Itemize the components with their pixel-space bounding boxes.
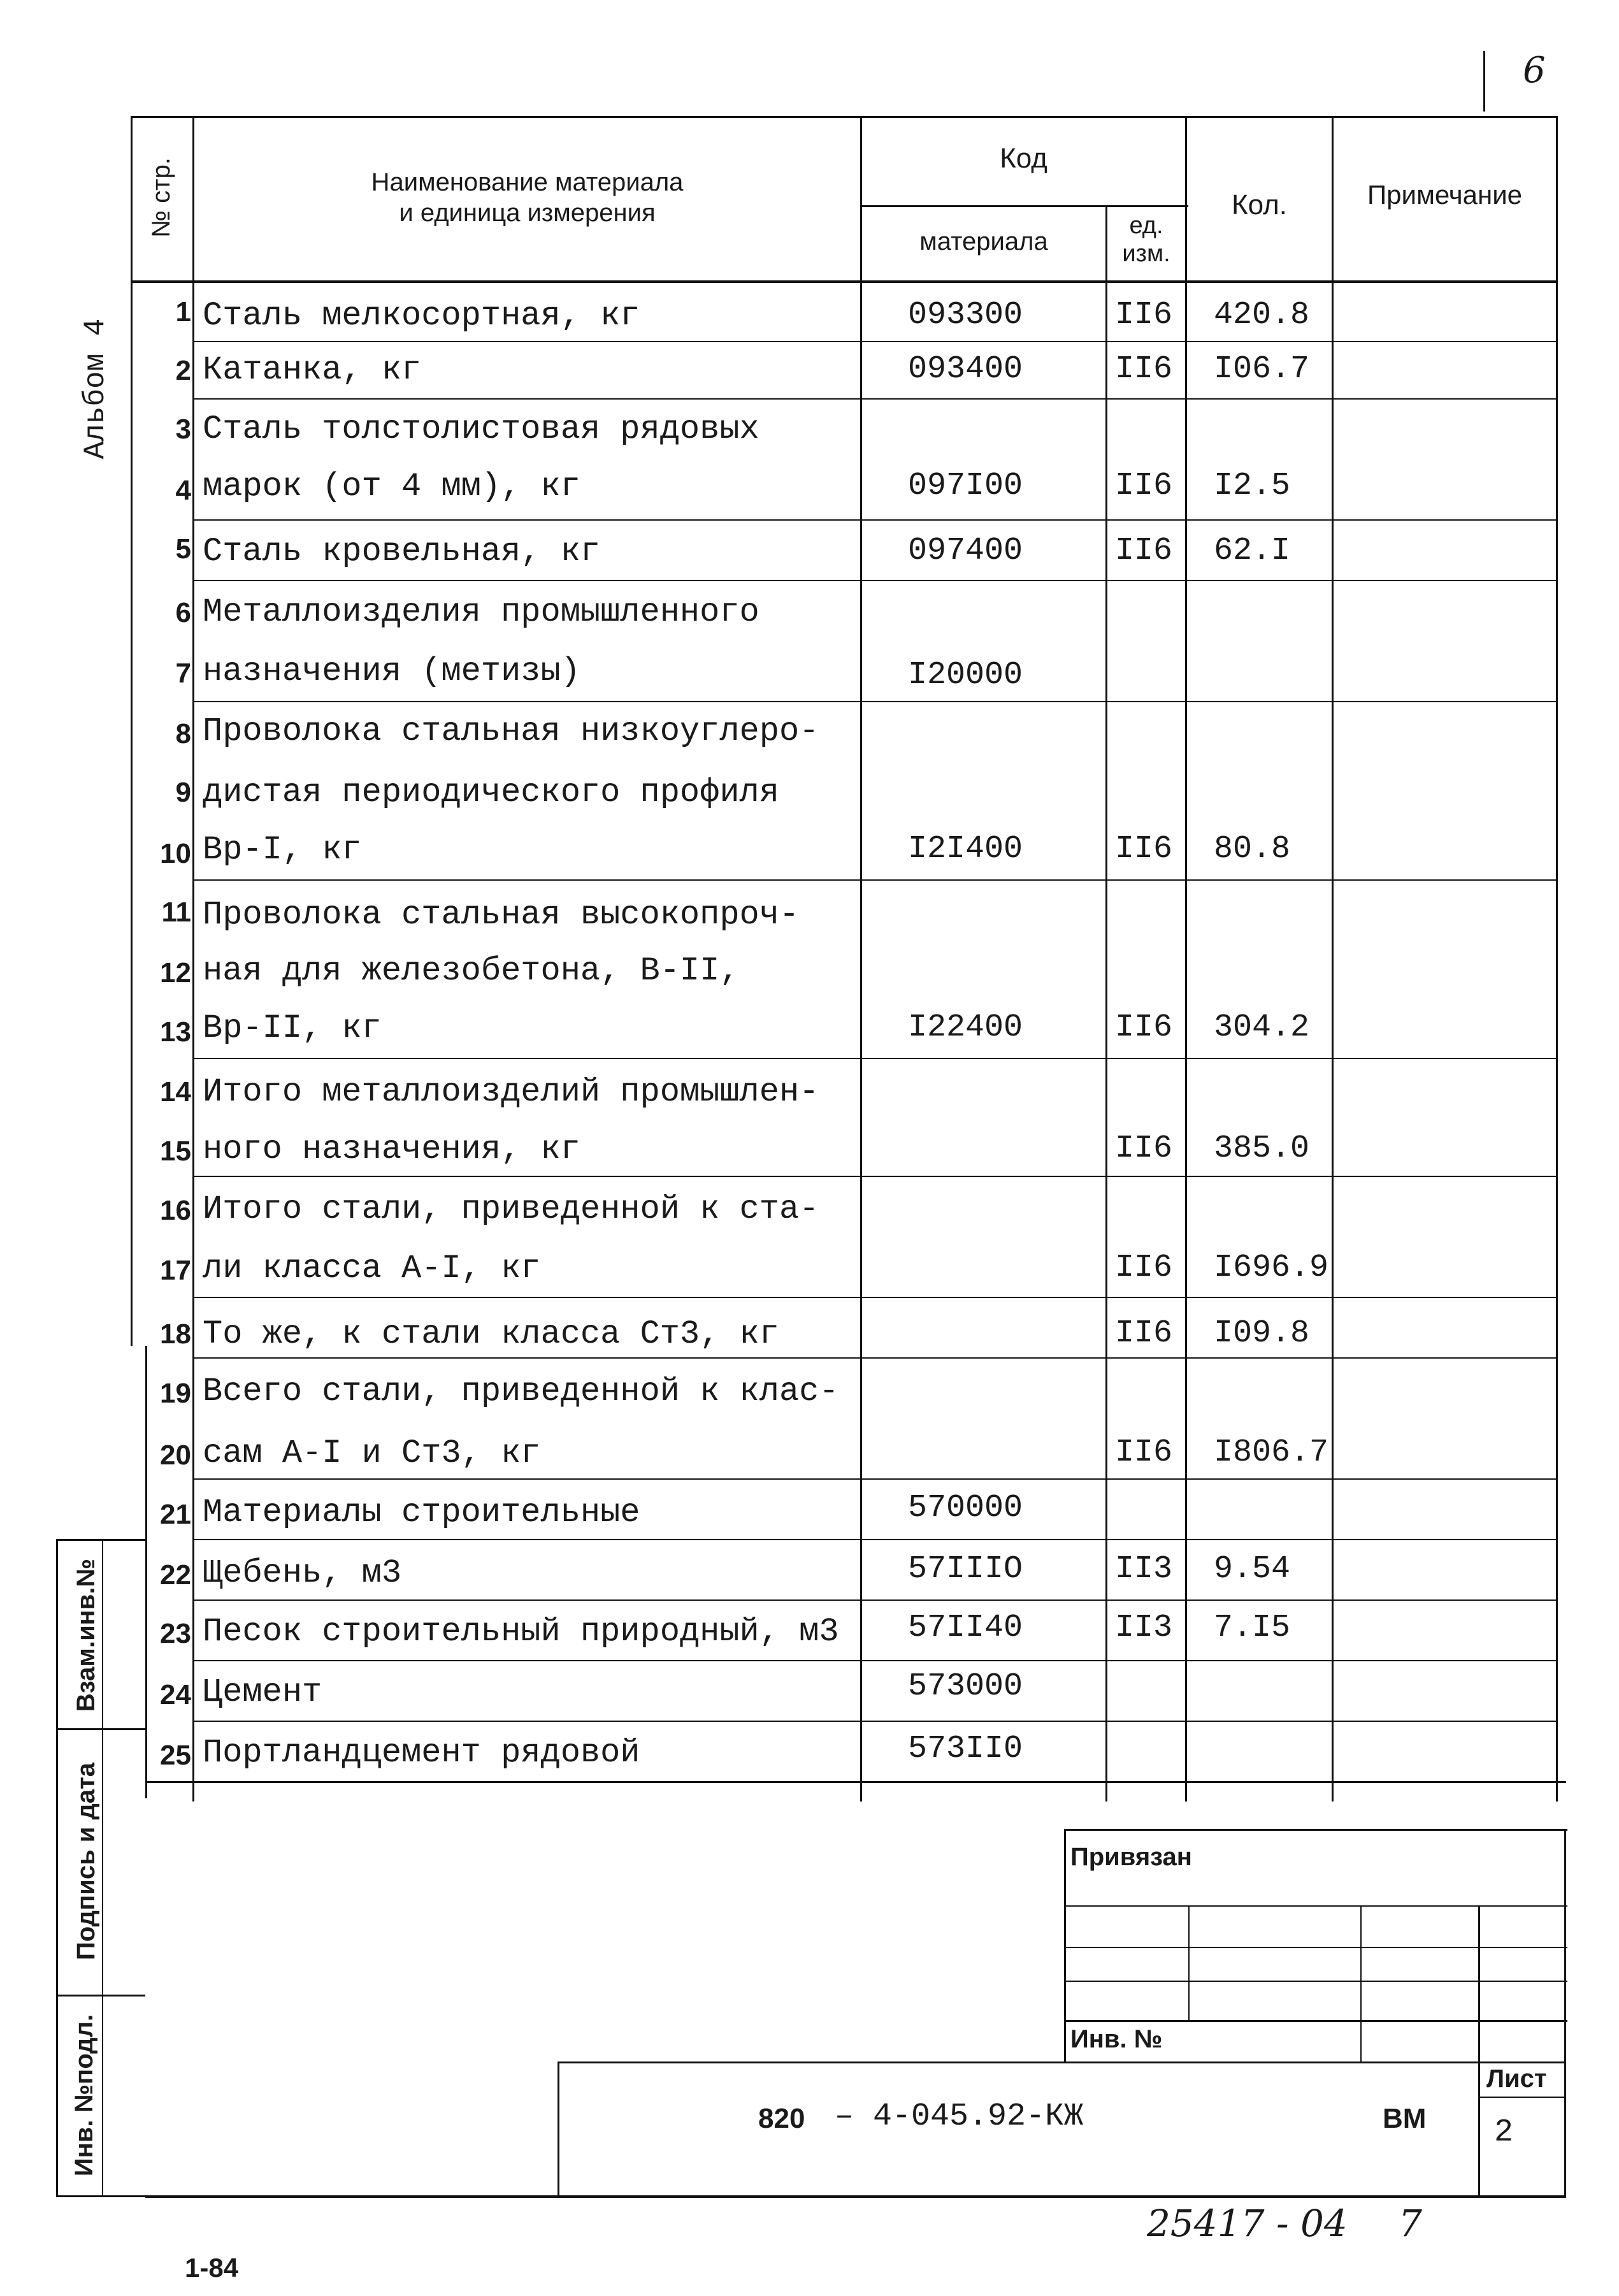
row-number: 3 [175,414,191,445]
quantity: 420.8 [1214,297,1310,333]
quantity: 7.I5 [1214,1610,1291,1646]
inv-no-label: Инв. № [1070,2025,1163,2053]
material-code: 57IIIO [908,1551,1023,1587]
archive-sheet: 7 [1399,2202,1422,2245]
form-code: 1-84 [185,2253,239,2283]
material-name: Щебень, м3 [203,1554,402,1592]
quantity: 9.54 [1214,1551,1291,1587]
doc-code: – 4-045.92-КЖ [835,2098,1084,2135]
page-mark: 6 [1523,50,1546,91]
row-number: 2 [175,355,191,386]
unit-code: II6 [1115,533,1173,569]
material-code: 093300 [908,297,1023,333]
material-code: 097400 [908,533,1023,569]
sheet-number: 2 [1494,2114,1514,2151]
unit-code: II6 [1115,1130,1173,1167]
material-code: I20000 [908,657,1023,693]
row-number: 22 [160,1559,191,1591]
unit-code: II3 [1115,1551,1173,1587]
row-number: 19 [160,1378,191,1409]
material-name: Проволока стальная низкоуглеро- [203,712,819,750]
quantity: I806.7 [1214,1434,1329,1471]
material-name: Сталь кровельная, кг [203,533,601,570]
material-name: Материалы строительные [203,1494,640,1531]
unit-code: II6 [1115,297,1173,333]
privyazan-label: Привязан [1070,1843,1192,1871]
header-col-name-line2: и единица измерения [399,199,656,227]
row-number: 17 [160,1255,191,1286]
material-name: Итого металлоизделий промышлен- [203,1073,819,1111]
unit-code: II6 [1115,1434,1173,1471]
row-number: 20 [160,1440,191,1471]
quantity: 80.8 [1214,831,1291,867]
material-name: Катанка, кг [203,351,422,389]
quantity: I696.9 [1214,1250,1329,1286]
row-number: 14 [160,1076,191,1108]
material-name: Портландцемент рядовой [203,1734,640,1772]
row-number: 7 [175,658,191,689]
quantity: 385.0 [1214,1130,1310,1167]
unit-code: II6 [1115,1315,1173,1352]
material-code: I2I400 [908,831,1023,867]
header-col-code: Код [1000,143,1047,174]
doc-type: ВМ [1383,2103,1427,2134]
material-name: ного назначения, кг [203,1130,580,1168]
header-col-no: № стр. [147,157,175,238]
material-name: марок (от 4 мм), кг [203,468,580,505]
material-code: I22400 [908,1009,1023,1046]
header-col-code-unit-line1: ед. [1129,212,1163,239]
row-number: 12 [160,957,191,988]
material-name: дистая периодического профиля [203,774,779,811]
unit-code: II6 [1115,1250,1173,1286]
row-number: 24 [160,1679,191,1710]
material-name: Сталь толстолистовая рядовых [203,410,759,448]
stamp-inv-label: Инв. №подл. [70,2014,98,2177]
quantity: I09.8 [1214,1315,1310,1352]
stamp-vzam-label: Взам.инв.№ [72,1558,100,1712]
material-name: То же, к стали класса Ст3, кг [203,1315,779,1353]
header-col-qty: Кол. [1231,189,1288,220]
material-name: Проволока стальная высокопроч- [203,896,800,934]
material-code: 093400 [908,351,1023,387]
row-number: 23 [160,1618,191,1649]
material-name: Песок строительный природный, м3 [203,1613,839,1650]
material-code: 573II0 [908,1731,1023,1767]
quantity: 62.I [1214,533,1291,569]
unit-code: II6 [1115,1009,1173,1046]
row-number: 25 [160,1740,191,1771]
material-name: Всего стали, приведенной к клас- [203,1373,839,1410]
material-name: назначения (метизы) [203,653,580,690]
material-code: 57II40 [908,1610,1023,1646]
unit-code: II6 [1115,351,1173,387]
material-name: ная для железобетона, В-II, [203,952,740,990]
material-code: 097I00 [908,468,1023,504]
header-col-code-unit-line2: изм. [1122,240,1170,267]
header-col-note: Примечание [1367,180,1523,210]
archive-number: 25417 - 04 [1147,2202,1348,2245]
material-name: сам А-I и Ст3, кг [203,1434,541,1472]
row-number: 6 [175,597,191,628]
material-code: 570000 [908,1490,1023,1526]
row-number: 21 [160,1499,191,1530]
material-name: Сталь мелкосортная, кг [203,297,640,335]
album-label: Альбом 4 [79,318,112,459]
material-name: ли класса А-I, кг [203,1250,541,1287]
row-number: 4 [175,475,191,506]
stamp-signature-label: Подпись и дата [72,1763,100,1960]
row-number: 10 [160,838,191,869]
header-col-code-unit [1107,212,1185,268]
row-number: 1 [175,296,191,328]
row-number: 9 [175,777,191,808]
material-code: 573000 [908,1668,1023,1705]
row-number: 8 [175,718,191,749]
unit-code: II6 [1115,831,1173,867]
row-number: 18 [160,1318,191,1350]
row-number: 16 [160,1195,191,1226]
material-name: Итого стали, приведенной к ста- [203,1190,819,1228]
header-col-name [194,167,860,228]
row-number: 13 [160,1016,191,1048]
quantity: I06.7 [1214,351,1310,387]
row-number: 11 [161,897,191,928]
quantity: I2.5 [1214,468,1291,504]
material-name: Металлоизделия промышленного [203,593,759,631]
material-name: Вр-II, кг [203,1009,382,1047]
quantity: 304.2 [1214,1009,1310,1046]
header-col-code-material: материала [919,227,1048,256]
row-number: 15 [160,1136,191,1167]
doc-prefix: 820 [758,2103,805,2134]
unit-code: II3 [1115,1610,1173,1646]
material-name: Цемент [203,1673,322,1711]
unit-code: II6 [1115,468,1173,504]
row-number: 5 [175,533,191,565]
header-col-name-line1: Наименование материала [371,168,684,196]
sheet-label: Лист [1486,2065,1547,2093]
material-name: Вр-I, кг [203,831,362,869]
